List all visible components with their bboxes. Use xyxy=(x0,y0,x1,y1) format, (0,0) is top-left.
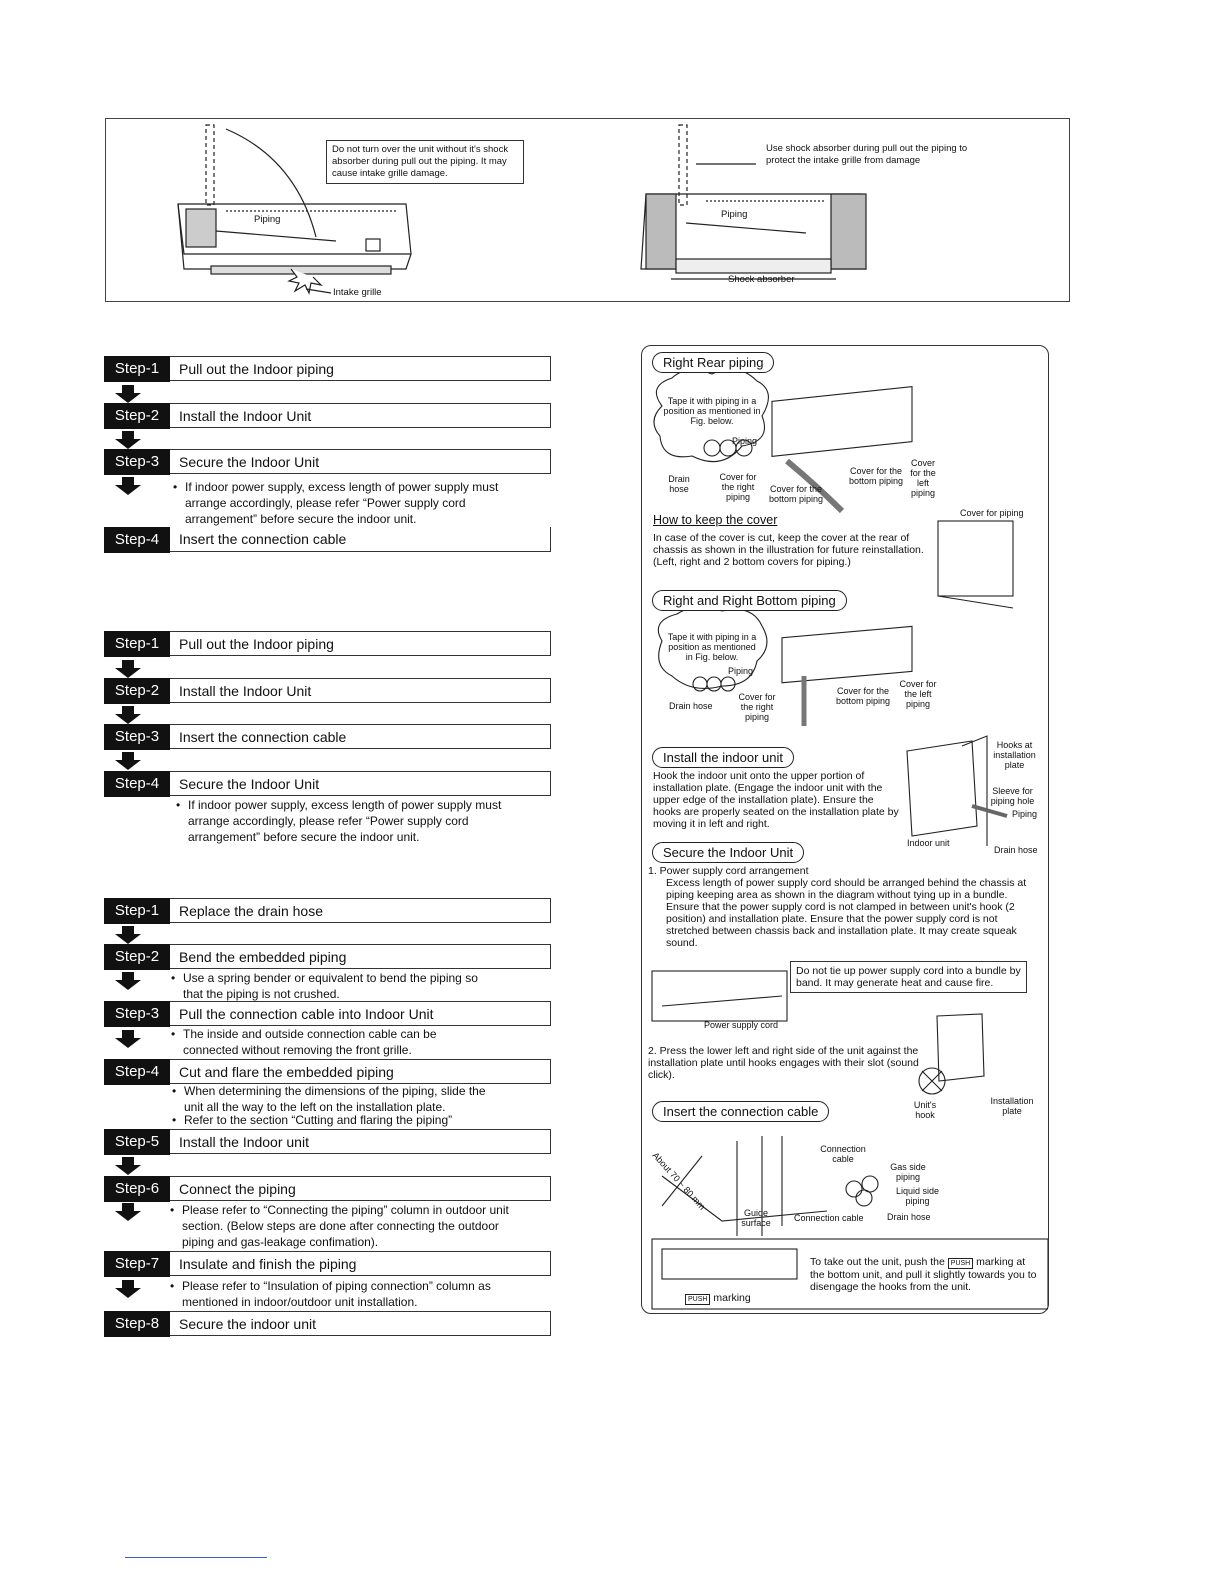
procedure-c-step-3-note xyxy=(171,1026,543,1058)
down-arrow-icon xyxy=(115,752,141,770)
procedure-c-step-6-note xyxy=(170,1202,550,1250)
left-warning-note: Do not turn over the unit without it's shock absorber during pull out the piping. It may cause intake grille damage. xyxy=(326,140,524,184)
about-distance-label: About 70 ~ 80 mm xyxy=(650,1150,708,1212)
drain-hose-bottom-label: Drain hose xyxy=(887,1212,931,1222)
bullet-dot: • xyxy=(176,798,181,812)
bottom-drain-label: Drain hose xyxy=(669,701,713,711)
note-line: arrangement” before secure the indoor unit. xyxy=(185,512,417,526)
push-marking-caption xyxy=(685,1292,751,1305)
down-arrow-icon xyxy=(115,926,141,944)
down-arrow-icon xyxy=(115,660,141,678)
step-title: Pull out the Indoor piping xyxy=(170,356,551,381)
procedure-c-step-4 xyxy=(104,1059,551,1085)
bullet-dot: • xyxy=(172,1113,177,1127)
right-rear-piping-title: Right Rear piping xyxy=(652,352,774,373)
units-hook-label: Unit's hook xyxy=(913,1100,937,1120)
note-line: arrange accordingly, please refer “Power supply cord xyxy=(185,496,466,510)
power-cord-heading: 1. Power supply cord arrangement xyxy=(648,865,809,877)
procedure-a-step-3-note xyxy=(173,479,545,527)
down-arrow-icon xyxy=(115,1203,141,1221)
install-indoor-unit-title: Install the indoor unit xyxy=(652,747,794,768)
bullet-dot: • xyxy=(172,1084,177,1098)
procedure-b-step-4-note xyxy=(176,797,548,845)
step-tag: Step-3 xyxy=(104,449,170,475)
secure-indoor-unit-title: Secure the Indoor Unit xyxy=(652,842,804,863)
step-tag: Step-3 xyxy=(104,724,170,750)
note-line: When determining the dimensions of the piping, slide the xyxy=(184,1084,486,1098)
liquid-side-label: Liquid side piping xyxy=(895,1186,940,1206)
footnote-rule xyxy=(125,1557,267,1558)
rear-piping-label: Piping xyxy=(732,436,758,446)
step-title: Pull the connection cable into Indoor Unit xyxy=(170,1001,551,1026)
left-piping-label: Piping xyxy=(254,214,281,225)
connection-cable-bottom-label: Connection cable xyxy=(794,1213,864,1223)
bottom-cover-bottom-label: Cover for the bottom piping xyxy=(835,686,891,706)
procedure-b-step-2 xyxy=(104,678,551,704)
step-title: Bend the embedded piping xyxy=(170,944,551,969)
step-tag: Step-2 xyxy=(104,944,170,970)
rear-cover-bottom-label: Cover for the bottom piping xyxy=(768,484,824,504)
step-tag: Step-4 xyxy=(104,1059,170,1085)
procedure-c-step-3 xyxy=(104,1001,551,1027)
power-supply-cord-label: Power supply cord xyxy=(704,1020,779,1030)
step-tag: Step-5 xyxy=(104,1129,170,1155)
step-tag: Step-7 xyxy=(104,1251,170,1277)
right-instruction-note: Use shock absorber during pull out the piping to protect the intake grille from damage xyxy=(766,143,968,166)
bullet-dot: • xyxy=(170,1279,175,1293)
down-arrow-icon xyxy=(115,1280,141,1298)
step-title: Secure the indoor unit xyxy=(170,1311,551,1336)
takeout-instruction xyxy=(810,1256,1038,1293)
bullet-dot: • xyxy=(171,1027,176,1041)
install-piping-label: Piping xyxy=(1012,809,1038,819)
keep-cover-heading: How to keep the cover xyxy=(653,513,778,527)
procedure-b-step-4 xyxy=(104,771,551,797)
down-arrow-icon xyxy=(115,431,141,449)
push-word: PUSH xyxy=(685,1294,710,1305)
note-line: arrangement” before secure the indoor unit. xyxy=(188,830,420,844)
step-title: Connect the piping xyxy=(170,1176,551,1201)
insert-connection-cable-title: Insert the connection cable xyxy=(652,1101,829,1122)
procedure-a-step-3 xyxy=(104,449,551,475)
note-line: unit all the way to the left on the installation plate. xyxy=(184,1100,446,1114)
procedure-c-step-7 xyxy=(104,1251,551,1277)
bullet-dot: • xyxy=(170,1203,175,1217)
note-line: section. (Below steps are done after connecting the outdoor xyxy=(182,1219,499,1233)
shock-absorber-figure xyxy=(105,118,1070,302)
push-word-inline: PUSH xyxy=(948,1258,973,1269)
step-title: Secure the Indoor Unit xyxy=(170,449,551,474)
note-line: arrange accordingly, please refer “Power supply cord xyxy=(188,814,469,828)
procedure-b-step-1 xyxy=(104,631,551,657)
step-title: Install the Indoor Unit xyxy=(170,678,551,703)
rear-cover-right-label: Cover for the right piping xyxy=(719,472,757,502)
step-title: Secure the Indoor Unit xyxy=(170,771,551,796)
step-tag: Step-8 xyxy=(104,1311,170,1337)
rear-drain-label: Drain hose xyxy=(668,474,690,494)
rear-cover-left-label: Cover for the left piping xyxy=(910,458,936,498)
step-title: Insert the connection cable xyxy=(170,724,551,749)
step-tag: Step-2 xyxy=(104,403,170,429)
down-arrow-icon xyxy=(115,706,141,724)
step-title: Cut and flare the embedded piping xyxy=(170,1059,551,1084)
procedure-c-step-1 xyxy=(104,898,551,924)
push-marking-label: marking xyxy=(713,1292,751,1304)
down-arrow-icon xyxy=(115,477,141,495)
step-title: Pull out the Indoor piping xyxy=(170,631,551,656)
step-tag: Step-3 xyxy=(104,1001,170,1027)
down-arrow-icon xyxy=(115,972,141,990)
procedure-a-step-2 xyxy=(104,403,551,429)
note-line: connected without removing the front grille. xyxy=(183,1043,412,1057)
press-unit-text: 2. Press the lower left and right side of the unit against the installation plate until hooks engages with their slot (sound click). xyxy=(648,1045,919,1081)
intake-grille-label: Intake grille xyxy=(333,287,382,298)
step-title: Insert the connection cable xyxy=(170,527,551,552)
note-line: If indoor power supply, excess length of power supply must xyxy=(188,798,502,812)
shock-absorber-label: Shock absorber xyxy=(728,274,795,285)
note-line: If indoor power supply, excess length of power supply must xyxy=(185,480,499,494)
down-arrow-icon xyxy=(115,1030,141,1048)
keep-cover-text: In case of the cover is cut, keep the cover at the rear of chassis as shown in the illustration for future reinstallation. (Left, right and 2 bottom covers for piping.) xyxy=(653,532,924,568)
install-indoor-unit-text: Hook the indoor unit onto the upper portion of installation plate. (Engage the indoor unit with the upper edge of the installation plate). Ensure the hooks are properly seated on the installation plate by moving it in left and right. xyxy=(653,770,899,830)
bottom-cover-left-label: Cover for the left piping xyxy=(899,679,937,709)
step-tag: Step-1 xyxy=(104,631,170,657)
procedure-b-step-3 xyxy=(104,724,551,750)
procedure-c-step-8 xyxy=(104,1311,551,1337)
installation-detail-panel xyxy=(641,345,1049,1314)
down-arrow-icon xyxy=(115,385,141,403)
bullet-dot: • xyxy=(173,480,178,494)
procedure-a-step-4 xyxy=(104,527,551,553)
step-title: Insulate and finish the piping xyxy=(170,1251,551,1276)
procedure-c-step-2-note xyxy=(171,970,543,1002)
step-tag: Step-2 xyxy=(104,678,170,704)
bullet-dot: • xyxy=(171,971,176,985)
step-tag: Step-1 xyxy=(104,898,170,924)
installation-plate-label: Installation plate xyxy=(990,1096,1034,1116)
right-piping-label: Piping xyxy=(721,209,748,220)
procedure-a-step-1 xyxy=(104,356,551,382)
takeout-text-1: To take out the unit, push the xyxy=(810,1256,945,1268)
note-line: mentioned in indoor/outdoor unit installation. xyxy=(182,1295,418,1309)
indoor-unit-label: Indoor unit xyxy=(907,838,950,848)
cover-for-piping-label: Cover for piping xyxy=(960,508,1024,518)
guide-surface-label: Guide surface xyxy=(741,1208,771,1228)
note-line: Please refer to “Insulation of piping connection” column as xyxy=(182,1279,491,1293)
takeout-text-2: marking at the bottom unit, and pull it slightly towards you to disengage the hooks from the unit. xyxy=(810,1256,1037,1293)
note-line: The inside and outside connection cable can be xyxy=(183,1027,437,1041)
procedure-c-step-7-note xyxy=(170,1278,550,1310)
hooks-label: Hooks at installation plate xyxy=(993,740,1036,770)
note-line: that the piping is not crushed. xyxy=(183,987,340,1001)
step-tag: Step-4 xyxy=(104,527,170,553)
sleeve-label: Sleeve for piping hole xyxy=(990,786,1035,806)
procedure-c-step-6 xyxy=(104,1176,551,1202)
step-tag: Step-1 xyxy=(104,356,170,382)
note-line: piping and gas-leakage confimation). xyxy=(182,1235,379,1249)
bottom-piping-label: Piping xyxy=(728,666,754,676)
step-tag: Step-6 xyxy=(104,1176,170,1202)
power-cord-text: Excess length of power supply cord should be arranged behind the chassis at piping keeping area as shown in the diagram without tying up in a bundle. Ensure that the power supply cord is not clamped in between unit's hook (2 position) and installation plate. Ensure that the power supply cord is not stretched between chassis back and installation plate. It may create squeak sound. xyxy=(666,877,1027,949)
procedure-c-step-4-note xyxy=(172,1083,549,1115)
step-title: Install the Indoor unit xyxy=(170,1129,551,1154)
procedure-c-step-2 xyxy=(104,944,551,970)
drain-hose-label: Drain hose xyxy=(994,845,1038,855)
down-arrow-icon xyxy=(115,1157,141,1175)
step-title: Replace the drain hose xyxy=(170,898,551,923)
procedure-c-step-4-note-2 xyxy=(172,1112,549,1128)
rear-cover-bottom-2-label: Cover for the bottom piping xyxy=(848,466,904,486)
rear-cloud-note: Tape it with piping in a position as mentioned in Fig. below. xyxy=(663,396,761,426)
warning-box: Do not tie up power supply cord into a bundle by band. It may generate heat and cause fire. xyxy=(790,961,1027,993)
right-bottom-piping-title: Right and Right Bottom piping xyxy=(652,590,847,611)
gas-side-label: Gas side piping xyxy=(890,1162,926,1182)
note-line: Use a spring bender or equivalent to bend the piping so xyxy=(183,971,478,985)
connection-cable-top-label: Connection cable xyxy=(820,1144,866,1164)
bottom-cover-right-label: Cover for the right piping xyxy=(738,692,776,722)
step-title: Install the Indoor Unit xyxy=(170,403,551,428)
procedure-c-step-5 xyxy=(104,1129,551,1155)
note-line: Please refer to “Connecting the piping” column in outdoor unit xyxy=(182,1203,509,1217)
note-line: Refer to the section “Cutting and flaring the piping” xyxy=(184,1113,453,1127)
bottom-cloud-note: Tape it with piping in a position as mentioned in Fig. below. xyxy=(667,632,757,662)
step-tag: Step-4 xyxy=(104,771,170,797)
